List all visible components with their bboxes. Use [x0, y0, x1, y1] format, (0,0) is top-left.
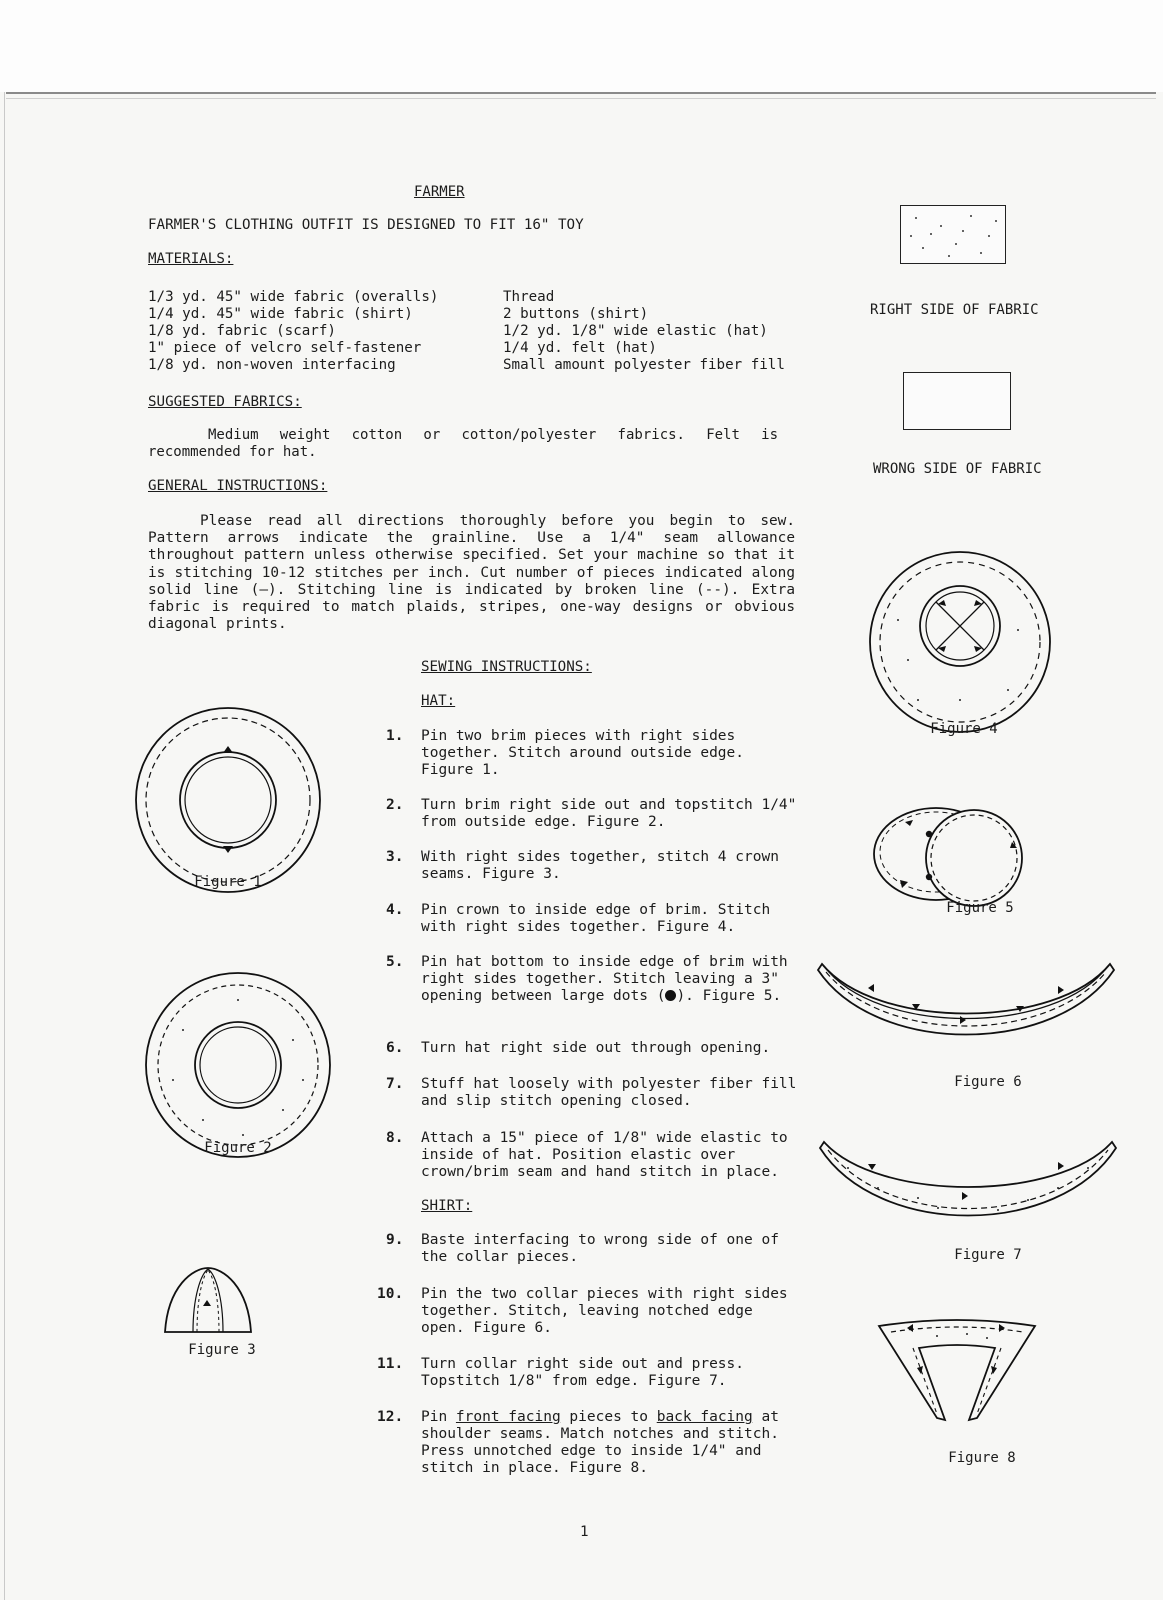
general-instructions-heading: GENERAL INSTRUCTIONS: — [148, 478, 328, 494]
step-text-5-main: Pin hat bottom to inside edge of brim with right sides together. Stitch leaving a 3" opening between large dots — [421, 954, 788, 1004]
step-text-5: Pin hat bottom to inside edge of brim with right sides together. Stitch leaving a 3" opening between large dots ( ). Figure 5. — [421, 954, 788, 1004]
general-instructions-text: Please read all directions thoroughly before you begin to sew. Pattern arrows indicate the grainline. Use a 1/4" seam allowance throughout pattern unless otherwise specified. Set your machine so that it is stitching 10-12 stitches per inch. Cut number of pieces indicated along solid line (—). Stitching line is indicated by broken line (--). Extra fabric is required to match plaids, stripes, one-way designs or obvious diagonal prints. — [148, 513, 795, 633]
step-text: Turn brim right side out and topstitch 1/4" from outside edge. Figure 2. — [421, 797, 797, 830]
step-text-12 — [421, 1409, 797, 1477]
page-left-edge — [4, 92, 5, 1600]
material-item: 1/8 yd. fabric (scarf) — [148, 323, 336, 339]
figure-2-label: Figure 2 — [204, 1140, 272, 1156]
figure-4-label: Figure 4 — [930, 721, 998, 737]
suggested-fabrics-text: Medium weight cotton or cotton/polyester fabrics. Felt is recommended for hat. — [148, 427, 778, 461]
figure-2-brim-drawing — [143, 970, 333, 1160]
scan-top-strip — [0, 0, 1163, 92]
material-item: 1" piece of velcro self-fastener — [148, 340, 422, 356]
page-title: FARMER — [414, 184, 465, 200]
material-item: Small amount polyester fiber fill — [503, 357, 785, 373]
step-text: With right sides together, stitch 4 crown seams. Figure 3. — [421, 849, 779, 882]
dotted-texture — [901, 206, 1005, 263]
step-number: 2. — [386, 797, 404, 813]
front-facing-term: front facing — [455, 1409, 561, 1425]
step-text: Baste interfacing to wrong side of one of the collar pieces. — [421, 1232, 779, 1265]
step-text: Turn hat right side out through opening. — [421, 1040, 771, 1056]
back-facing-term: back facing — [656, 1409, 753, 1425]
material-item: 2 buttons (shirt) — [503, 306, 649, 322]
step-number: 8. — [386, 1130, 404, 1146]
hat-heading: HAT: — [421, 693, 456, 709]
sewing-instructions-heading: SEWING INSTRUCTIONS: — [421, 659, 592, 675]
figure-7-label: Figure 7 — [954, 1247, 1022, 1263]
figure-7-collar-drawing — [818, 1138, 1118, 1238]
shirt-heading: SHIRT: — [421, 1198, 473, 1214]
step-text-5-end: ). Figure 5. — [676, 988, 782, 1004]
page-number: 1 — [580, 1524, 589, 1540]
figure-3-crown-drawing — [163, 1266, 253, 1336]
large-dot-icon — [665, 990, 676, 1001]
legend-wrong-side: WRONG SIDE OF FABRIC — [873, 461, 1042, 477]
step-number: 7. — [386, 1076, 404, 1092]
step-number: 5. — [386, 954, 404, 970]
page-edge — [6, 92, 1156, 94]
step-text-12-a: Pin — [421, 1409, 456, 1425]
material-item: 1/3 yd. 45" wide fabric (overalls) — [148, 289, 439, 305]
figure-1-brim-drawing — [133, 705, 323, 895]
right-side-fabric-swatch — [900, 205, 1006, 264]
step-text-12-c: at shoulder seams. Match notches and stitch. Press unnotched edge to inside 1/4" and stitch in place. Figure 8. — [421, 1409, 779, 1476]
step-number: 6. — [386, 1040, 404, 1056]
material-item: 1/4 yd. 45" wide fabric (shirt) — [148, 306, 413, 322]
material-item: Thread — [503, 289, 555, 305]
suggested-fabrics-heading: SUGGESTED FABRICS: — [148, 394, 302, 410]
material-item: 1/8 yd. non-woven interfacing — [148, 357, 396, 373]
wrong-side-fabric-swatch — [903, 372, 1011, 430]
figure-3-label: Figure 3 — [188, 1342, 256, 1358]
figure-5-label: Figure 5 — [946, 900, 1014, 916]
figure-6-collar-drawing — [816, 960, 1116, 1060]
step-text: Pin crown to inside edge of brim. Stitch with right sides together. Figure 4. — [421, 902, 771, 935]
figure-6-label: Figure 6 — [954, 1074, 1022, 1090]
material-item: 1/2 yd. 1/8" wide elastic (hat) — [503, 323, 768, 339]
figure-1-label: Figure 1 — [194, 874, 262, 890]
figure-8-label: Figure 8 — [948, 1450, 1016, 1466]
step-text: Pin two brim pieces with right sides together. Stitch around outside edge. Figure 1. — [421, 728, 745, 778]
step-number: 3. — [386, 849, 404, 865]
step-text: Stuff hat loosely with polyester fiber fill and slip stitch opening closed. — [421, 1076, 797, 1109]
page-edge-shadow — [6, 98, 1156, 99]
figure-8-facing-drawing — [877, 1318, 1037, 1438]
legend-right-side: RIGHT SIDE OF FABRIC — [870, 302, 1039, 318]
step-text-12-b: pieces to — [560, 1409, 657, 1425]
materials-heading: MATERIALS: — [148, 251, 234, 267]
step-number: 10. — [377, 1286, 404, 1302]
step-number: 4. — [386, 902, 404, 918]
figure-4-hat-drawing — [868, 550, 1052, 734]
step-number: 9. — [386, 1232, 404, 1248]
page-subtitle: FARMER'S CLOTHING OUTFIT IS DESIGNED TO FIT 16" TOY — [148, 217, 584, 233]
step-number: 12. — [377, 1409, 404, 1425]
figure-5-hat-drawing — [872, 802, 1032, 912]
step-text: Pin the two collar pieces with right sides together. Stitch, leaving notched edge open. Figure 6. — [421, 1286, 788, 1336]
step-text: Turn collar right side out and press. Topstitch 1/8" from edge. Figure 7. — [421, 1356, 745, 1389]
step-number: 1. — [386, 728, 404, 744]
step-number: 11. — [377, 1356, 404, 1372]
step-text: Attach a 15" piece of 1/8" wide elastic to inside of hat. Position elastic over crown/brim seam and hand stitch in place. — [421, 1130, 788, 1180]
material-item: 1/4 yd. felt (hat) — [503, 340, 657, 356]
